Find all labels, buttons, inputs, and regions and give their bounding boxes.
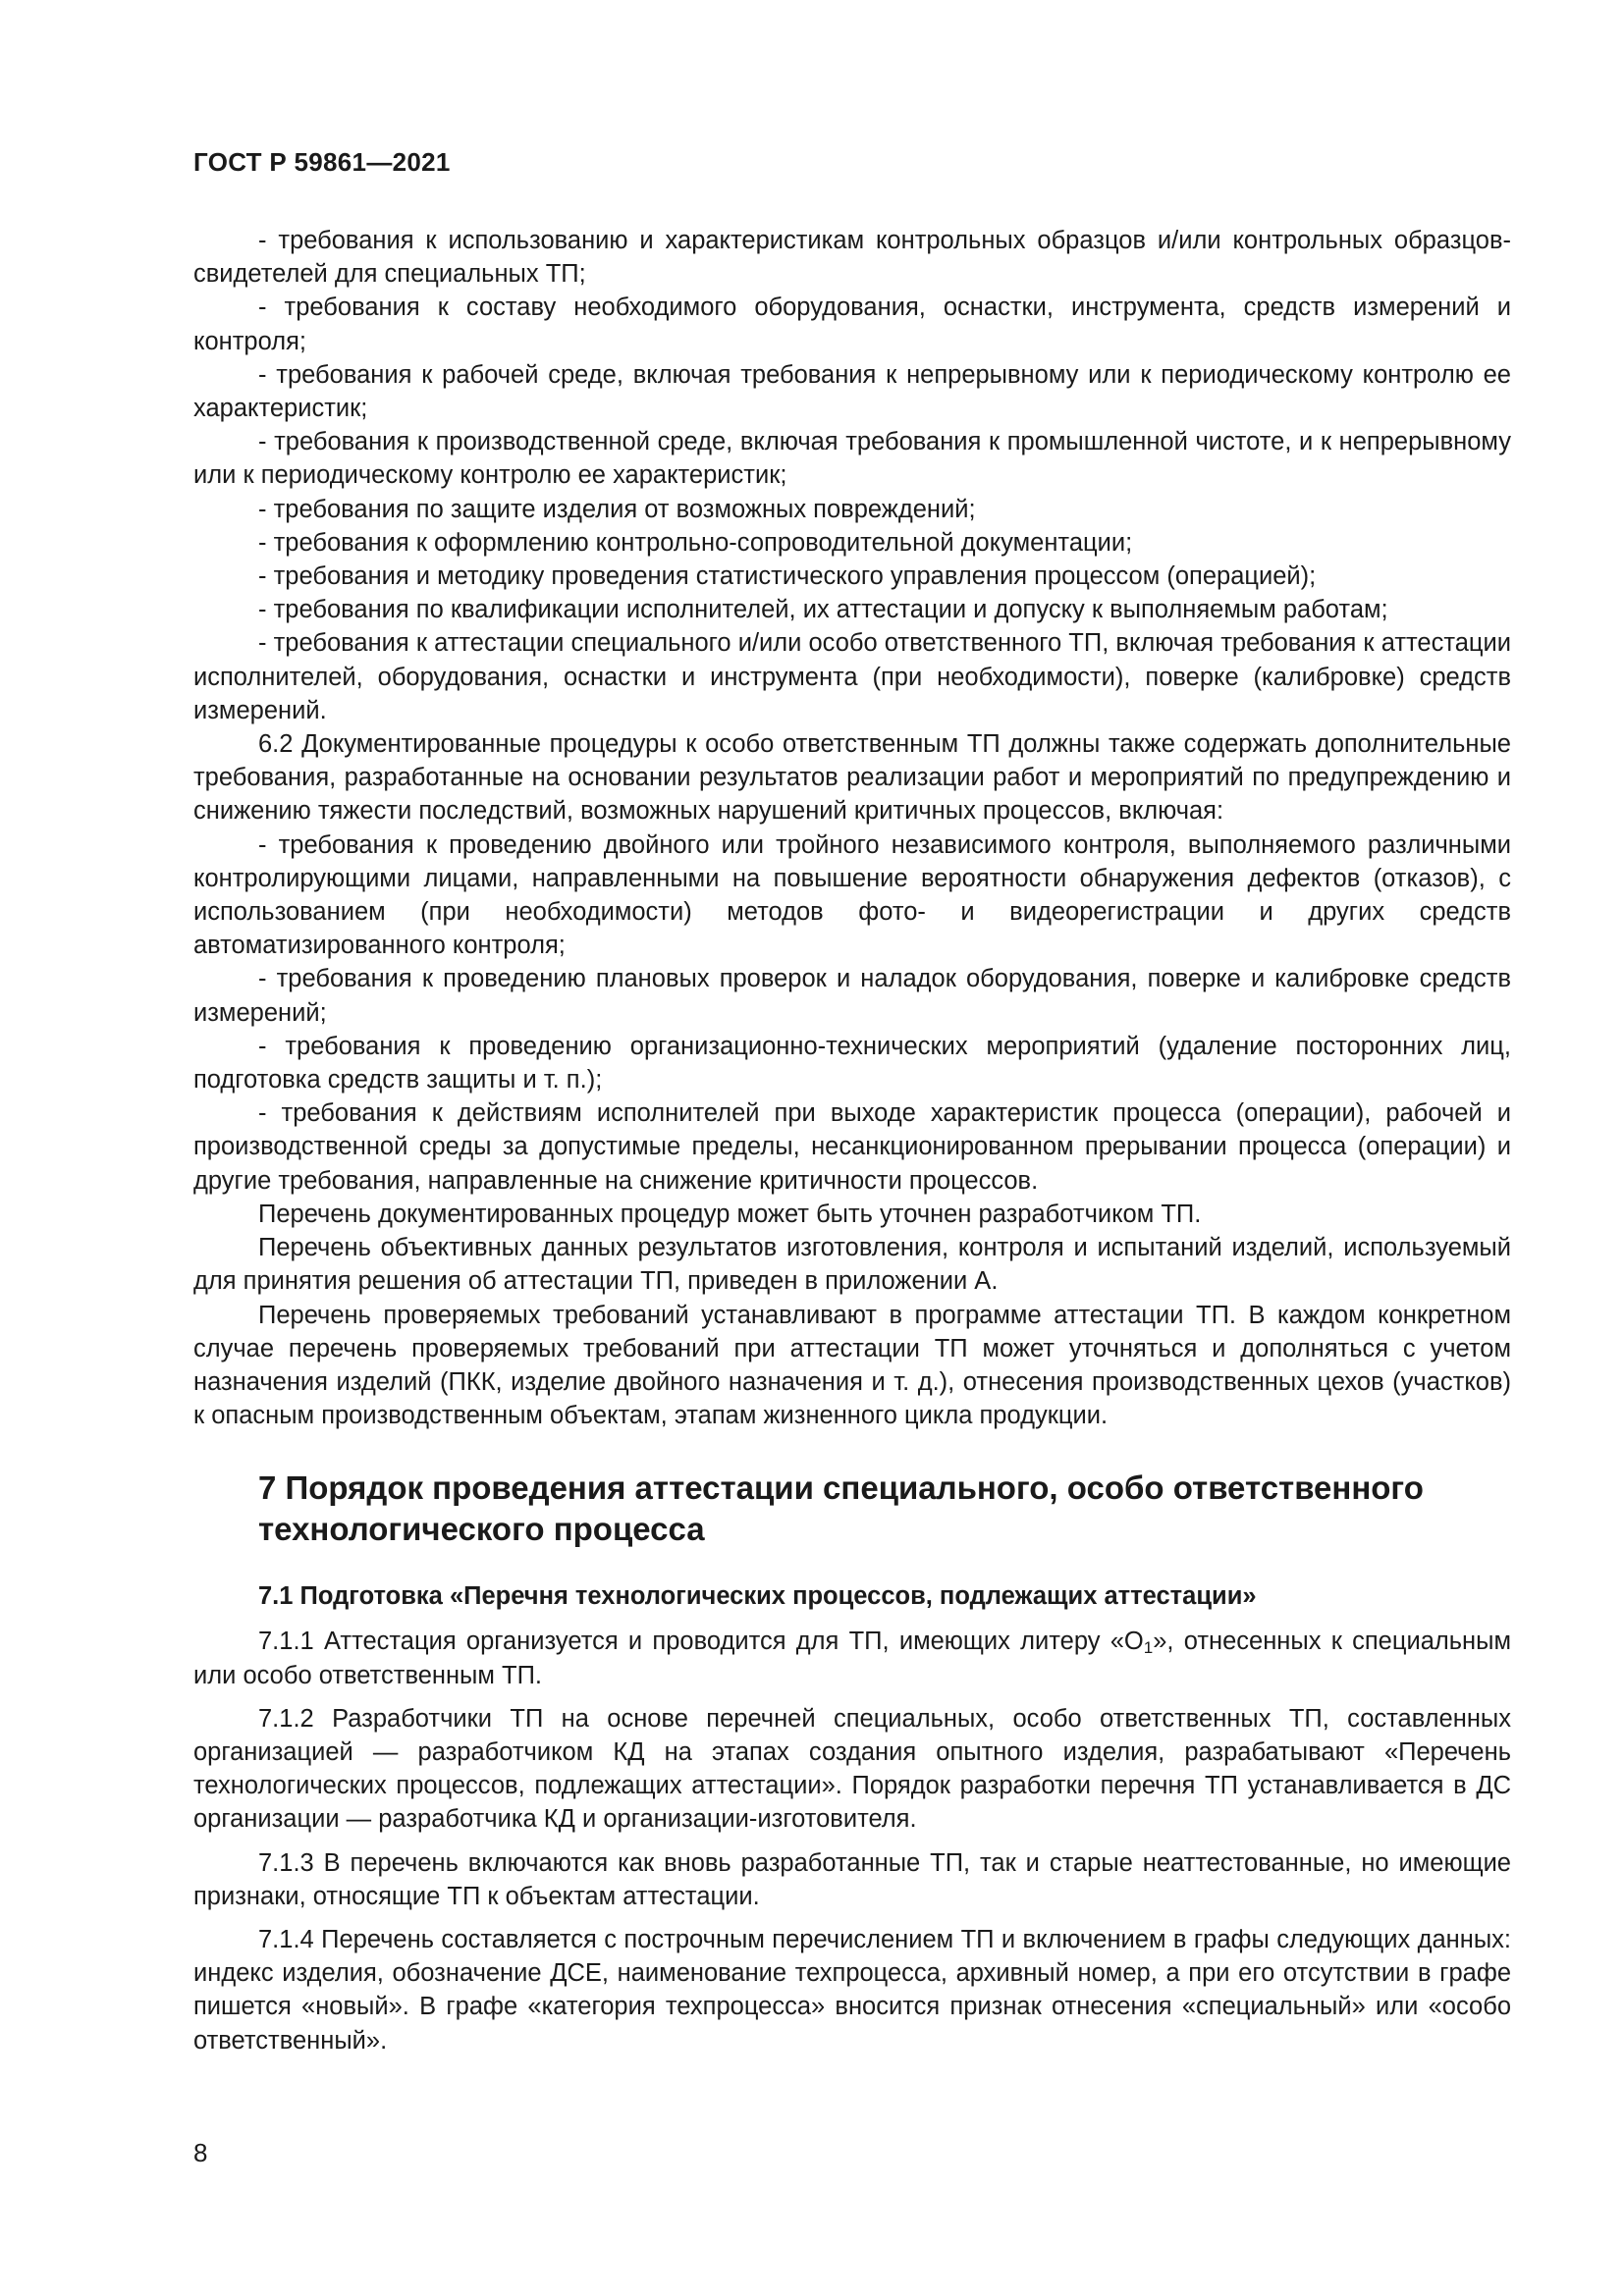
paragraph: - требования к составу необходимого оборудования, оснастки, инструмента, средств измерений и контроля; — [193, 294, 1511, 355]
paragraph: - требования к действиям исполнителей при выходе характеристик процесса (операции), рабочей и производственной среды за допустимые пределы, несанкционированном прерывании процесса (операции) и другие требования, направленные на снижение критичности процессов. — [193, 1099, 1511, 1195]
subscript-index: 1 — [1143, 1638, 1154, 1658]
paragraph-7-1-1-text-start: 7.1.1 Аттестация организуется и проводится для ТП, имеющих литеру «О — [258, 1628, 1144, 1656]
paragraph: - требования к проведению плановых проверок и наладок оборудования, поверке и калибровке средств измерений; — [193, 965, 1511, 1027]
paragraph: Перечень проверяемых требований устанавливают в программе аттестации ТП. В каждом конкретном случае перечень проверяемых требований при аттестации ТП может уточняться и дополняться с учетом назначения изделий (ПКК, изделие двойного назначения и т. д.), отнесения производственных цехов (участков) к опасным производственным объектам, этапам жизненного цикла продукции. — [193, 1301, 1511, 1430]
paragraph-7-1-4: 7.1.4 Перечень составляется с построчным перечислением ТП и включением в графы следующих данных: индекс изделия, обозначение ДСЕ, наименование техпроцесса, архивный номер, а при его отсутствии в графе пишется «новый». В графе «категория техпроцесса» вносится признак отнесения «специальный» или «особо ответственный». — [193, 1925, 1511, 2055]
paragraph: - требования к оформлению контрольно-сопроводительной документации; — [258, 528, 1133, 557]
paragraph: - требования по защите изделия от возможных повреждений; — [258, 495, 976, 523]
paragraph: - требования к проведению двойного или тройного независимого контроля, выполняемого различными контролирующими лицами, направленными на повышение вероятности обнаружения дефектов (отказов), с использованием (при необходимости) методов фото- и видеорегистрации и других средств автоматизированного контроля; — [193, 830, 1511, 960]
page-number: 8 — [193, 2138, 208, 2167]
paragraph: - требования и методику проведения статистического управления процессом (операцией); — [258, 562, 1317, 591]
paragraph: - требования к проведению организационно-технических мероприятий (удаление посторонних лиц, подготовка средств защиты и т. п.); — [193, 1032, 1511, 1095]
document-body — [193, 224, 1511, 2057]
paragraph: - требования по квалификации исполнителей, их аттестации и допуску к выполняемым работам; — [258, 596, 1388, 624]
paragraph-6-2: 6.2 Документированные процедуры к особо ответственным ТП должны также содержать дополнительные требования, разработанные на основании результатов реализации работ и мероприятий по предупреждению и снижению тяжести последствий, возможных нарушений критичных процессов, включая: — [193, 730, 1511, 826]
paragraph: - требования к аттестации специального и/или особо ответственного ТП, включая требования к аттестации исполнителей, оборудования, оснастки и инструмента (при необходимости), поверке (калибровке) средств измерений. — [193, 629, 1511, 724]
paragraph: - требования к использованию и характеристикам контрольных образцов и/или контрольных образцов-свидетелей для специальных ТП; — [193, 227, 1511, 289]
paragraph-7-1-3: 7.1.3 В перечень включаются как вновь разработанные ТП, так и старые неаттестованные, но имеющие признаки, относящие ТП к объектам аттестации. — [193, 1848, 1511, 1910]
paragraph: Перечень объективных данных результатов изготовления, контроля и испытаний изделий, используемый для принятия решения об аттестации ТП, приведен в приложении А. — [193, 1234, 1511, 1296]
document-header: ГОСТ Р 59861—2021 — [193, 147, 451, 177]
paragraph-7-1-2: 7.1.2 Разработчики ТП на основе перечней специальных, особо ответственных ТП, составленных организацией — разработчиком КД на этапах создания опытного изделия, разрабатывают «Перечень технологических процессов, подлежащих аттестации». Порядок разработки перечня ТП устанавливается в ДС организации — разработчика КД и организации-изготовителя. — [193, 1704, 1511, 1834]
paragraph: - требования к производственной среде, включая требования к промышленной чистоте, и к непрерывному или к периодическому контролю ее характеристик; — [193, 428, 1511, 490]
paragraph: Перечень документированных процедур может быть уточнен разработчиком ТП. — [258, 1200, 1202, 1228]
subsection-7-1-title: 7.1 Подготовка «Перечня технологических процессов, подлежащих аттестации» — [258, 1582, 1257, 1611]
section-7-title: 7 Порядок проведения аттестации специального, особо ответственного технологического процесса — [258, 1469, 1424, 1548]
paragraph-7-1-1-text-end: », отнесенных к специальным или особо ответственным ТП. — [193, 1628, 1512, 1689]
paragraph-7-1-1 — [193, 1625, 1511, 1691]
paragraph: - требования к рабочей среде, включая требования к непрерывному или к периодическому контролю ее характеристик; — [193, 360, 1511, 423]
